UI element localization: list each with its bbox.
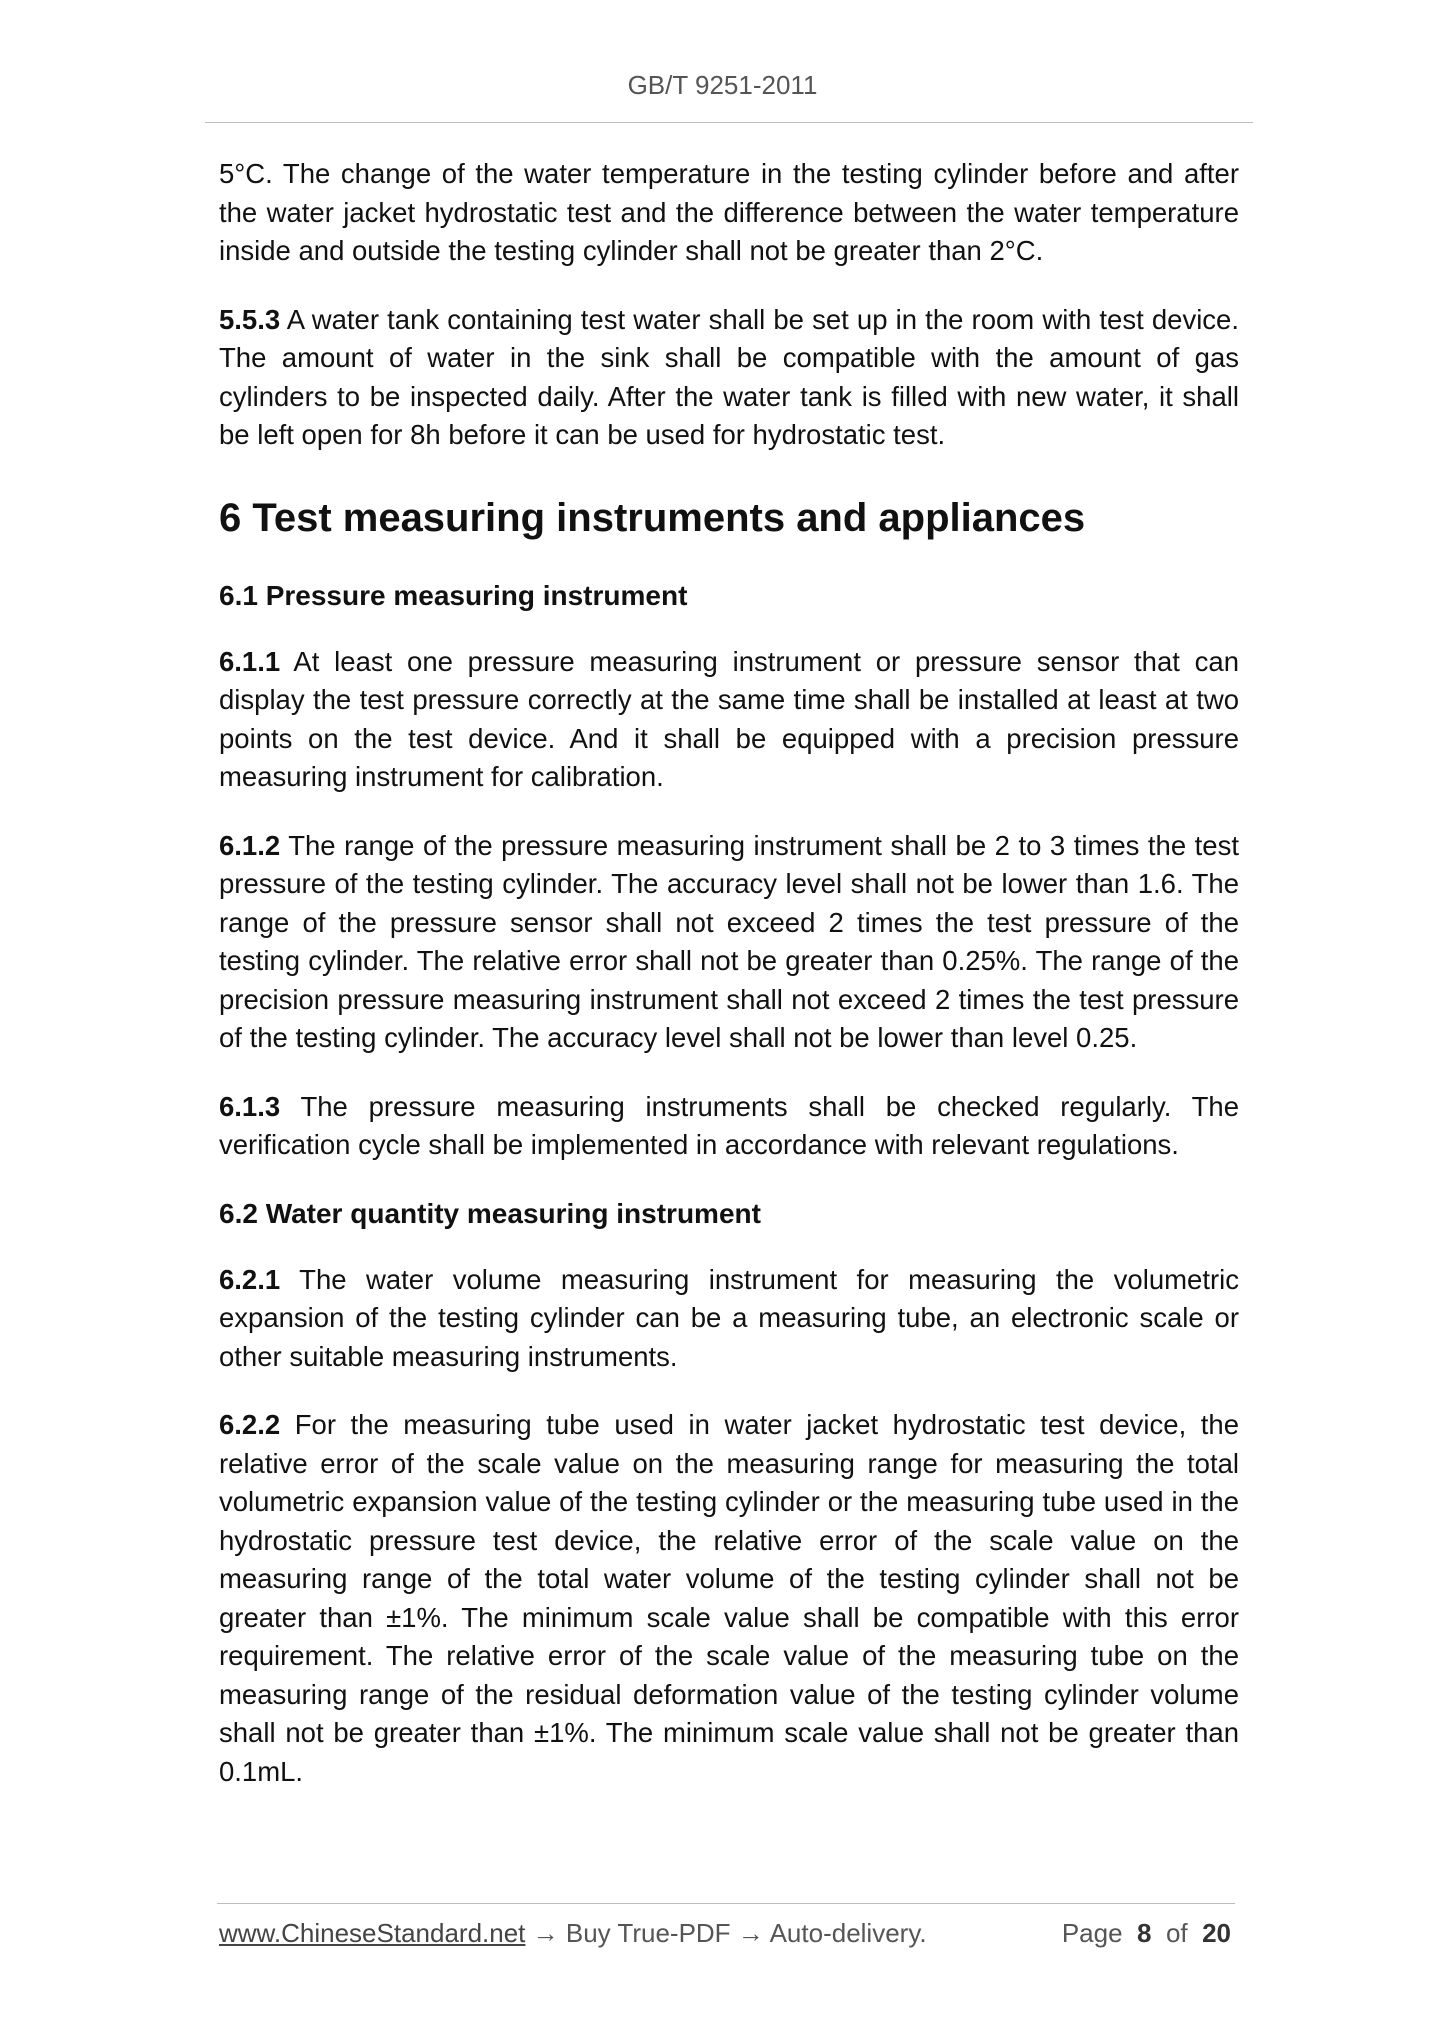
chapter-heading: 6 Test measuring instruments and appliances [219,495,1086,540]
document-id: GB/T 9251-2011 [627,70,818,100]
section-heading-6-2: 6.2 Water quantity measuring instrument [219,1197,761,1229]
clause-number: 6.1.3 [219,1090,281,1122]
clause-text: At least one pressure measuring instrument or pressure sensor that can display the test pressure correctly at the same time shall be installed at least at two points on the test device. And it shall be equipped with a precision pressure measuring instrument for calibration. [219,645,1239,792]
clause-6-2-1 [219,1261,1239,1377]
page-body [219,155,1239,1821]
clause-text: The pressure measuring instruments shall be checked regularly. The verification cycle shall be implemented in accordance with relevant regulations. [219,1090,1239,1160]
arrow-icon: → [525,1918,566,1948]
page-header [0,70,1445,101]
clause-text: For the measuring tube used in water jacket hydrostatic test device, the relative error of the scale value on the measuring range for measuring the total volumetric expansion value of the testing cylinder or the measuring tube used in the hydrostatic pressure test device, the relative error of the scale value on the measuring range of the total water volume of the testing cylinder shall not be greater than ±1%. The minimum scale value shall be compatible with this error requirement. The relative error of the scale value of the measuring tube on the measuring range of the residual deformation value of the testing cylinder volume shall not be greater than ±1%. The minimum scale value shall not be greater than 0.1mL. [219,1409,1239,1787]
section-heading-6-1: 6.1 Pressure measuring instrument [219,579,688,611]
total-pages-number: 20 [1202,1918,1231,1948]
clause-6-1-3 [219,1088,1239,1165]
footer-promo [219,1918,927,1949]
clause-text: The range of the pressure measuring instrument shall be 2 to 3 times the test pressure of the testing cylinder. The accuracy level shall not be lower than 1.6. The range of the pressure sensor shall not exceed 2 times the test pressure of the testing cylinder. The relative error shall not be greater than 0.25%. The range of the precision pressure measuring instrument shall not exceed 2 times the test pressure of the testing cylinder. The accuracy level shall not be lower than level 0.25. [219,829,1239,1053]
clause-number: 6.1.1 [219,645,281,677]
header-divider [205,122,1253,123]
clause-number: 6.2.1 [219,1263,281,1295]
current-page-number: 8 [1137,1918,1152,1948]
clause-text: The water volume measuring instrument for measuring the volumetric expansion of the testing cylinder can be a measuring tube, an electronic scale or other suitable measuring instruments. [219,1263,1239,1372]
of-label: of [1165,1918,1188,1948]
arrow-icon: → [730,1918,770,1948]
website-link[interactable]: www.ChineseStandard.net [219,1918,526,1948]
page-footer [219,1918,1231,1954]
clause-5-5-3 [219,301,1239,455]
clause-6-1-2 [219,827,1239,1058]
footer-divider [217,1903,1235,1904]
page-counter [1062,1918,1231,1949]
delivery-text: Auto-delivery. [769,1918,927,1948]
clause-number: 5.5.3 [219,303,281,335]
clause-6-2-2 [219,1406,1239,1791]
page-label: Page [1061,1918,1123,1948]
clause-number: 6.1.2 [219,829,281,861]
paragraph-intro: 5°C. The change of the water temperature in the testing cylinder before and after the water jacket hydrostatic test and the difference between the water temperature inside and outside the testing cylinder shall not be greater than 2°C. [219,158,1239,266]
buy-text: Buy True-PDF [565,1918,731,1948]
clause-text: A water tank containing test water shall be set up in the room with test device. The amount of water in the sink shall be compatible with the amount of gas cylinders to be inspected daily. After the water tank is filled with new water, it shall be left open for 8h before it can be used for hydrostatic test. [219,303,1239,450]
clause-6-1-1 [219,643,1239,797]
clause-number: 6.2.2 [219,1409,281,1440]
